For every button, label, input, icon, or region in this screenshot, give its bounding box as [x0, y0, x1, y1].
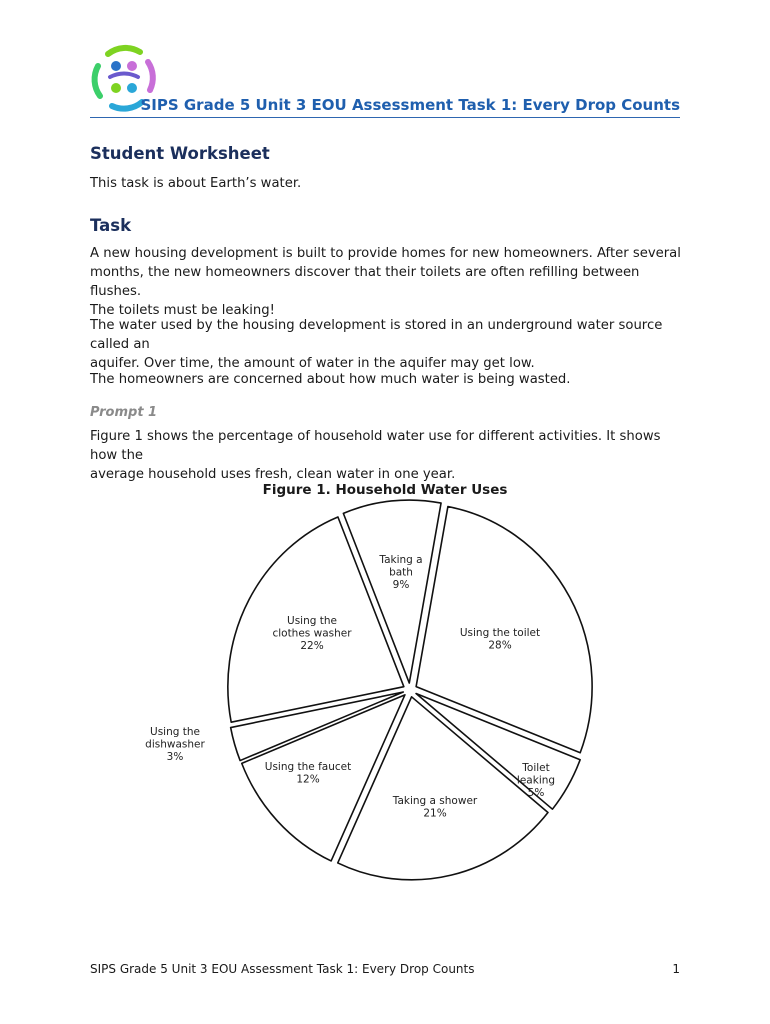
text-line: months, the new homeowners discover that their toilets are often refilling between flushes.: [90, 265, 640, 299]
text-line: Figure 1 shows the percentage of household water use for different activities. It shows how the: [90, 429, 661, 463]
pie-label-taking-a-shower: Taking a shower 21%: [392, 795, 478, 820]
pie-label-using-the-dishwasher: Using the dishwasher 3%: [145, 726, 205, 763]
text-line: The water used by the housing development is stored in an underground water source called an: [90, 318, 663, 352]
task-heading: Task: [90, 216, 132, 235]
prompt-label: Prompt 1: [90, 405, 158, 420]
footer-text: SIPS Grade 5 Unit 3 EOU Assessment Task 1: Every Drop Counts: [90, 962, 475, 976]
pie-label-using-the-clothes-washer: Using the clothes washer 22%: [272, 615, 352, 652]
pie-label-taking-a-bath: Taking a bath 9%: [379, 554, 423, 591]
pie-label-toilet-leaking: Toilet leaking 5%: [516, 762, 556, 799]
text-line: average household uses fresh, clean water in one year.: [90, 467, 456, 482]
text-line: A new housing development is built to provide homes for new homeowners. After several: [90, 246, 681, 261]
worksheet-heading: Student Worksheet: [90, 144, 270, 163]
page-number: 1: [672, 962, 680, 976]
text-line: The toilets must be leaking!: [90, 303, 275, 318]
header-title: SIPS Grade 5 Unit 3 EOU Assessment Task 1: Every Drop Counts: [90, 96, 680, 118]
text-line: aquifer. Over time, the amount of water in the aquifer may get low.: [90, 356, 535, 371]
worksheet-intro: This task is about Earth’s water.: [90, 176, 302, 191]
pie-label-using-the-faucet: Using the faucet 12%: [264, 761, 352, 786]
task-paragraph-3: The homeowners are concerned about how much water is being wasted.: [90, 372, 571, 387]
pie-label-using-the-toilet: Using the toilet 28%: [459, 627, 541, 652]
figure-title: Figure 1. Household Water Uses: [262, 482, 508, 498]
